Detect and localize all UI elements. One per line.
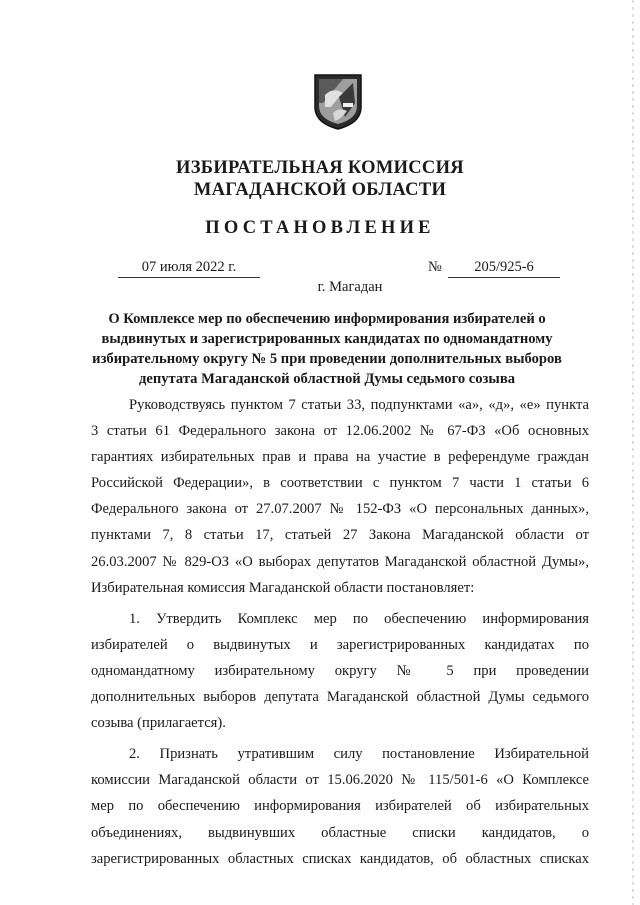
subject-line: О Комплексе мер по обеспечению информирования избирателей о <box>108 311 546 327</box>
subject-line: выдвинутых и зарегистрированных кандидатах по одномандатному <box>101 331 553 347</box>
preamble-line: пунктами 7, 8 статьи 17, статьей 27 Закона Магаданской области от <box>91 527 589 544</box>
document-date: 07 июля 2022 г. <box>118 259 260 278</box>
preamble-line: Избирательная комиссия Магаданской области постановляет: <box>91 579 475 596</box>
document-type-title: ПОСТАНОВЛЕНИЕ <box>205 218 435 238</box>
item2-line: зарегистрированных областных списках кандидатов, об областных списках <box>91 850 589 867</box>
preamble-line: гарантиях избирательных прав и права на участие в референдуме граждан <box>91 449 589 466</box>
item1-line: дополнительных выборов депутата Магаданской областной Думы седьмого <box>91 689 589 706</box>
preamble-line: 3 статьи 61 Федерального закона от 12.06.2002 № 67-ФЗ «Об основных <box>91 423 589 440</box>
preamble-line: Руководствуясь пунктом 7 статьи 33, подпунктами «а», «д», «е» пункта <box>129 397 589 413</box>
subject-line: избирательному округу № 5 при проведении дополнительных выборов <box>92 351 562 367</box>
item2-line: 2. Признать утратившим силу постановление Избирательной <box>129 746 589 763</box>
organization-name-line2: МАГАДАНСКОЙ ОБЛАСТИ <box>193 180 447 200</box>
organization-name-line1: ИЗБИРАТЕЛЬНАЯ КОМИССИЯ <box>176 158 464 178</box>
scan-edge <box>632 0 634 905</box>
item2-line: объединениях, выдвинувших областные списки кандидатов, о <box>91 824 589 841</box>
item2-line: мер по обеспечению информирования избирателей об избирательных <box>91 798 589 815</box>
document-number-sign: № <box>428 259 442 275</box>
subject-line: депутата Магаданской областной Думы седьмого созыва <box>138 371 515 387</box>
preamble-line: 26.03.2007 № 829-ОЗ «О выборах депутатов Магаданской областной Думы», <box>91 553 589 570</box>
coat-of-arms-icon <box>313 73 363 131</box>
item1-line: 1. Утвердить Комплекс мер по обеспечению информирования <box>129 610 589 627</box>
item1-line: созыва (прилагается). <box>91 715 226 732</box>
document-body <box>91 392 589 872</box>
preamble-line: Российской Федерации», в соответствии с пунктом 7 части 1 статьи 6 <box>91 475 589 492</box>
item1-line: одномандатному избирательному округу № 5 при проведении <box>91 662 589 679</box>
item1-line: избирателей о выдвинутых и зарегистрированных кандидатах по <box>91 636 589 653</box>
preamble-line: Федерального закона от 27.07.2007 № 152-ФЗ «О персональных данных», <box>91 501 589 518</box>
item2-line: комиссии Магаданской области от 15.06.2020 № 115/501-6 «О Комплексе <box>91 772 589 789</box>
document-city: г. Магадан <box>317 279 383 295</box>
document-number: 205/925-6 <box>448 259 560 278</box>
document-subject <box>92 309 562 389</box>
